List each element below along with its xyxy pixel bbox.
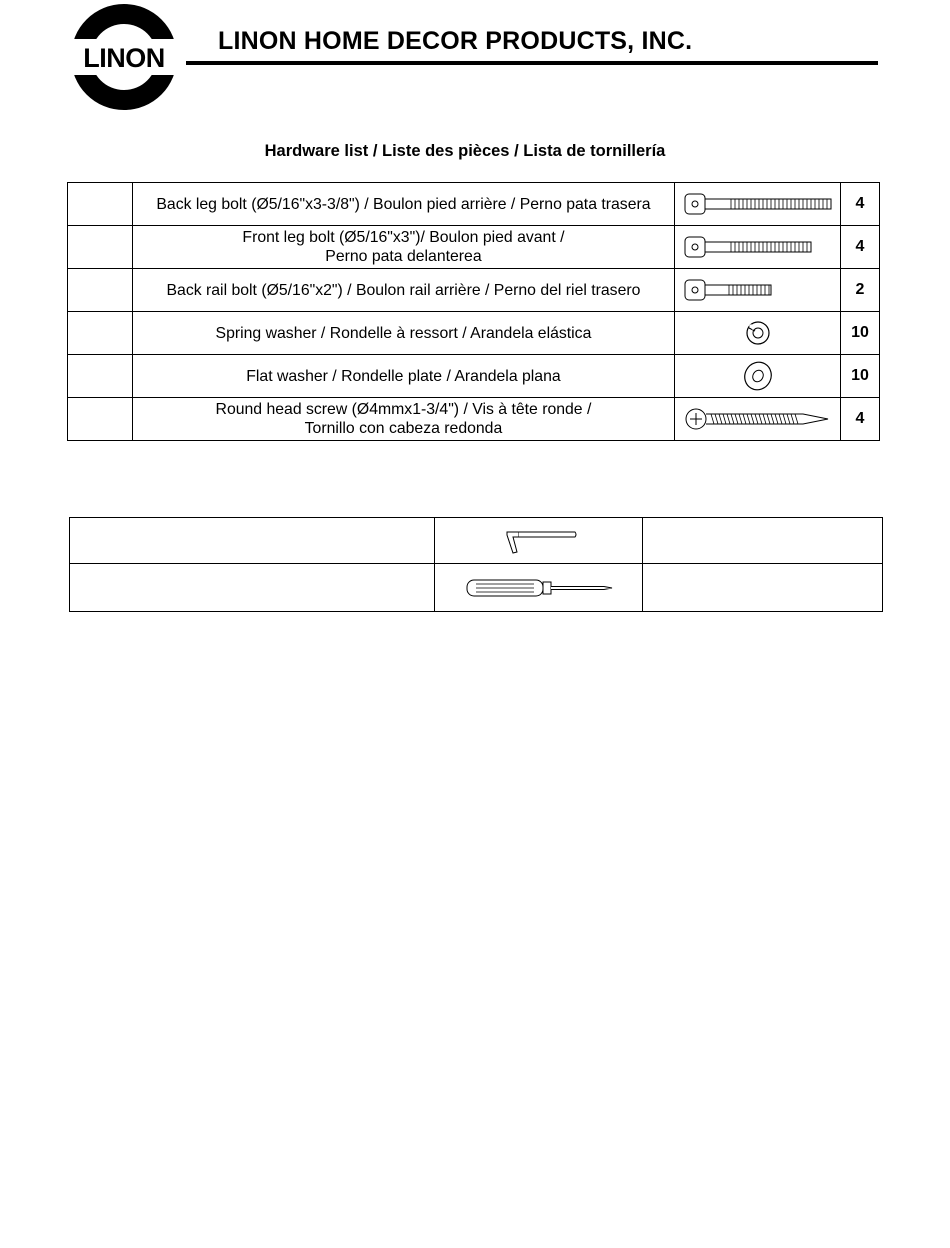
table-row [68,269,880,312]
tool-name-cell [70,518,435,564]
part-quantity: 10 [841,355,880,398]
part-description-line: Back rail bolt (Ø5/16"x2") / Boulon rail arrière / Perno del riel trasero [166,281,641,299]
tool-picture-cell [435,518,643,564]
tool-picture-cell [435,564,643,612]
part-picture-cell [675,312,841,355]
screwdriver-icon [464,575,614,601]
part-picture-cell [675,226,841,269]
logo-text: LINON [83,43,165,73]
part-id-cell [68,398,133,441]
table-row [68,312,880,355]
part-quantity: 4 [841,183,880,226]
flat-washer-icon [741,359,775,393]
spring-washer-icon [743,318,773,348]
tool-quantity-cell [643,518,883,564]
part-description [132,269,674,312]
part-description [132,398,674,441]
table-row [70,564,883,612]
part-quantity: 4 [841,398,880,441]
table-row [68,398,880,441]
tool-name-cell [70,564,435,612]
hardware-list-title: Hardware list / Liste des pièces / Lista de tornillería [264,142,666,160]
company-name: LINON HOME DECOR PRODUCTS, INC. [218,27,693,55]
part-quantity: 10 [841,312,880,355]
part-description-line: Front leg bolt (Ø5/16"x3")/ Boulon pied avant / [242,229,565,246]
part-picture-cell [675,355,841,398]
tool-quantity-cell [643,564,883,612]
tools-table [69,517,883,612]
hardware-table [67,182,880,441]
part-description-line: Flat washer / Rondelle plate / Arandela plana [246,367,561,385]
part-picture-cell [675,398,841,441]
part-quantity: 2 [841,269,880,312]
long-bolt-icon [683,191,833,217]
part-quantity: 4 [841,226,880,269]
part-description-line: Round head screw (Ø4mmx1-3/4") / Vis à tête ronde / [215,401,592,418]
part-id-cell [68,269,133,312]
table-row [68,183,880,226]
part-id-cell [68,226,133,269]
part-description [132,183,674,226]
table-row [70,518,883,564]
part-description-line: Back leg bolt (Ø5/16"x3-3/8") / Boulon pied arrière / Perno pata trasera [156,195,651,213]
short-bolt-icon [683,277,833,303]
part-picture-cell [675,183,841,226]
linon-logo [66,3,182,111]
table-row [68,226,880,269]
allen-key-icon [499,526,579,556]
header-rule [186,61,878,65]
part-description-line: Spring washer / Rondelle à ressort / Arandela elástica [215,324,592,342]
medium-bolt-icon [683,234,833,260]
part-description [132,226,674,269]
part-id-cell [68,312,133,355]
part-description-line: Tornillo con cabeza redonda [304,420,503,437]
round-head-screw-icon [683,404,833,434]
part-description-line: Perno pata delanterea [325,248,482,265]
part-description [132,312,674,355]
part-id-cell [68,355,133,398]
part-id-cell [68,183,133,226]
table-row [68,355,880,398]
part-picture-cell [675,269,841,312]
part-description [132,355,674,398]
